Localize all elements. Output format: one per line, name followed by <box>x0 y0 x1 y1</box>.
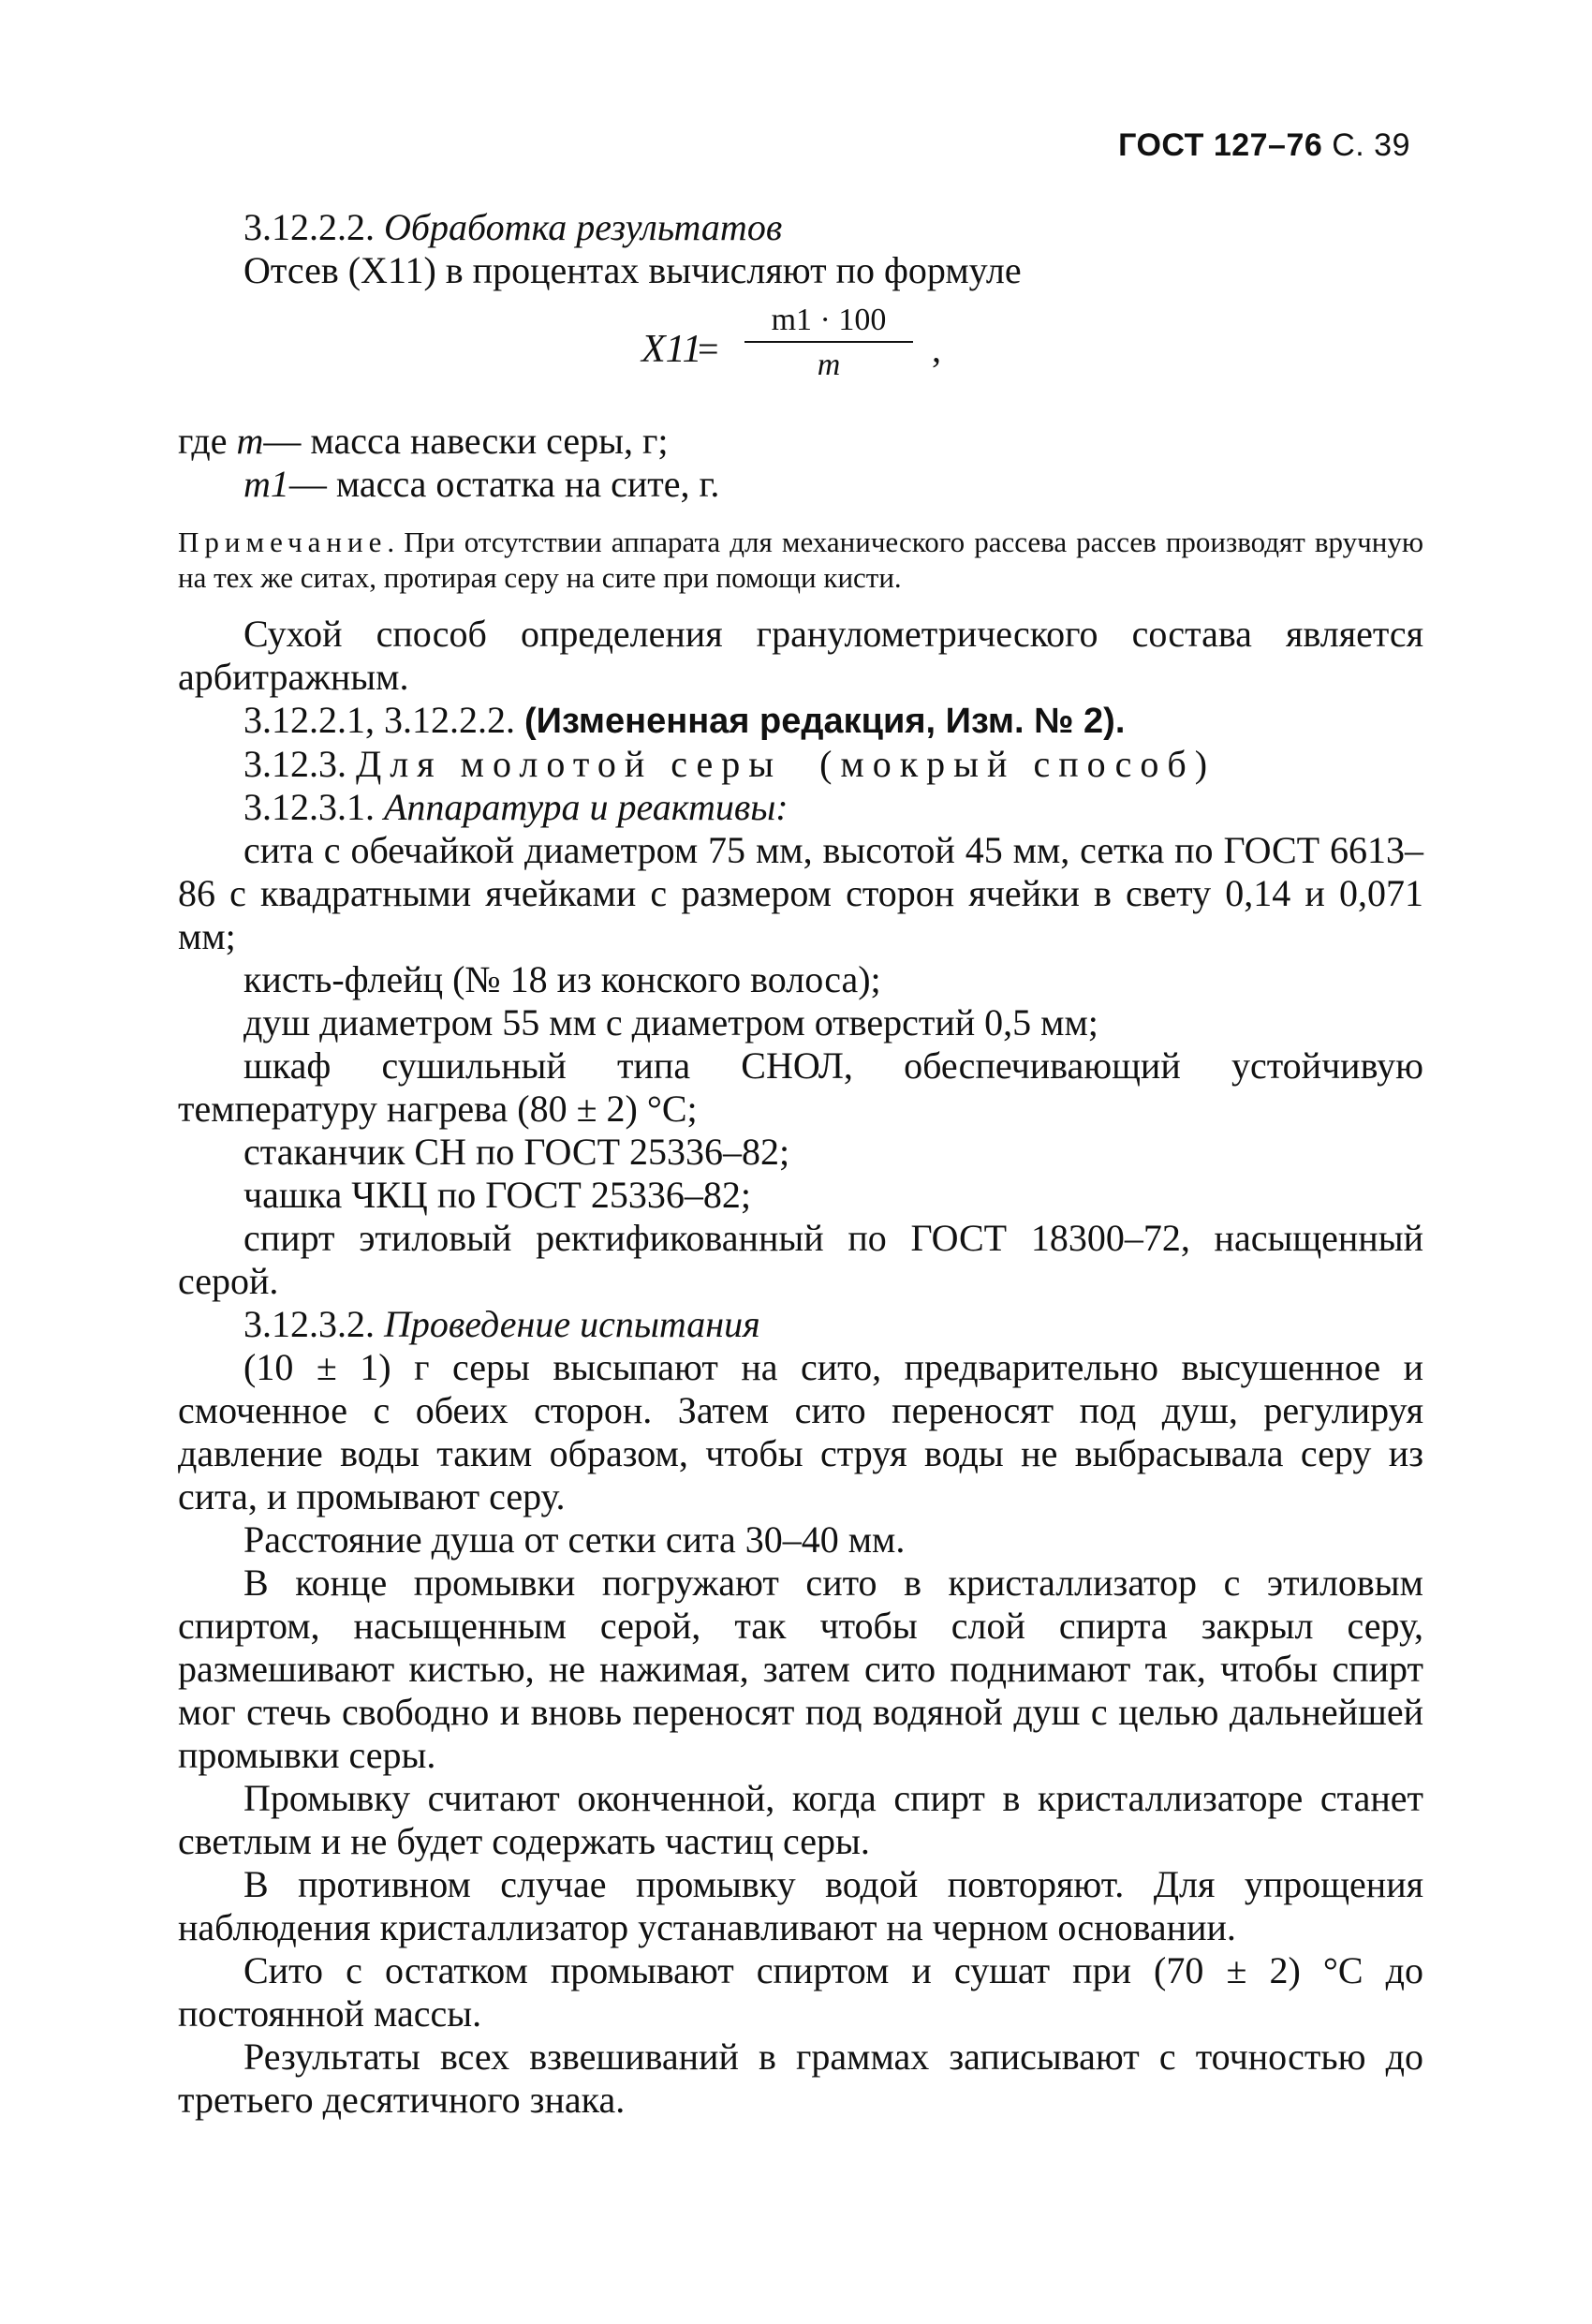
formula-numerator: m1 · 100 <box>771 303 887 337</box>
legend-symbol: m <box>236 420 264 462</box>
paragraph: Промывку считают оконченной, когда спирт в кристаллизаторе станет светлым и не будет содержать частиц серы. <box>178 1777 1423 1862</box>
formula-trail: , <box>932 328 941 370</box>
paragraph: Результаты всех взвешиваний в граммах записывают с точностью до третьего десятичного знака. <box>178 2035 1423 2121</box>
section-number: 3.12.3. <box>243 743 346 785</box>
section-title: Обработка результатов <box>384 206 783 248</box>
amendment-ref: 3.12.2.1, 3.12.2.2. <box>243 699 515 741</box>
section-subtitle: (мокрый способ) <box>819 743 1216 785</box>
list-item: чашка ЧКЦ по ГОСТ 25336–82; <box>243 1174 751 1216</box>
legend-row <box>178 463 1423 506</box>
legend-row <box>178 420 1423 463</box>
paragraph: Расстояние душа от сетки сита 30–40 мм. <box>243 1518 906 1561</box>
page-header <box>1118 127 1410 164</box>
list-item: кисть-флейц (№ 18 из конского волоса); <box>243 958 881 1000</box>
legend-symbol: m1 <box>243 463 289 505</box>
paragraph: В противном случае промывку водой повторяют. Для упрощения наблюдения кристаллизатор устанавливают на черном основании. <box>178 1863 1423 1948</box>
formula <box>178 302 1423 405</box>
section-number: 3.12.2.2. <box>243 206 375 248</box>
section-number: 3.12.3.2. <box>243 1303 375 1345</box>
section-title: Проведение испытания <box>384 1303 760 1345</box>
note-text: . При отсутствии аппарата для механического рассева рассев производят вручную на тех же ситах, протирая серу на сите при помощи кисти. <box>178 525 1423 594</box>
paragraph: В конце промывки погружают сито в кристаллизатор с этиловым спиртом, насыщенным серой, так чтобы слой спирта закрыл серу, размешивают кистью, не нажимая, затем сито поднимают так, чтобы спирт мог стечь свободно и вновь переносят под водяной душ с целью дальнейшей промывки серы. <box>178 1562 1423 1776</box>
legend-prefix: где <box>178 420 228 462</box>
document-body <box>178 206 1423 2122</box>
section-title: Аппаратура и реактивы: <box>384 786 789 828</box>
list-item: стаканчик СН по ГОСТ 25336–82; <box>243 1131 790 1173</box>
note-label: Примечание <box>178 525 388 558</box>
section-title: Для молотой серы <box>356 743 783 785</box>
section-heading-3-12-3-1 <box>178 786 1423 829</box>
note <box>178 525 1423 596</box>
section-heading-3-12-3-2 <box>178 1303 1423 1346</box>
amendment-line <box>178 699 1423 743</box>
formula-denominator: m <box>817 348 841 382</box>
section-heading-3-12-3 <box>178 743 1423 786</box>
formula-lhs: X11 <box>641 328 702 371</box>
amendment-bold: (Измененная редакция, Изм. № 2). <box>524 702 1126 741</box>
section-heading-3-12-2-2 <box>178 206 1423 249</box>
paragraph: Сито с остатком промывают спиртом и сушат при (70 ± 2) °С до постоянной массы. <box>178 1949 1423 2035</box>
formula-equals: = <box>698 328 719 370</box>
list-item: шкаф сушильный типа СНОЛ, обеспечивающий устойчивую температуру нагрева (80 ± 2) °С; <box>178 1044 1423 1130</box>
section-number: 3.12.3.1. <box>243 786 375 828</box>
formula-fraction <box>744 302 913 384</box>
standard-number: ГОСТ 127–76 <box>1118 127 1323 163</box>
formula-intro: Отсев (X11) в процентах вычисляют по формуле <box>243 249 1022 291</box>
list-item: сита с обечайкой диаметром 75 мм, высотой 45 мм, сетка по ГОСТ 6613–86 с квадратными ячейками с размером сторон ячейки в свету 0,14 и 0,071 мм; <box>178 829 1423 957</box>
list-item: душ диаметром 55 мм с диаметром отверстий 0,5 мм; <box>243 1001 1098 1044</box>
list-item: спирт этиловый ректификованный по ГОСТ 18300–72, насыщенный серой. <box>178 1217 1423 1302</box>
formula-legend <box>178 420 1423 506</box>
fraction-bar <box>744 341 913 343</box>
paragraph: (10 ± 1) г серы высыпают на сито, предварительно высушенное и смоченное с обеих сторон. Затем сито переносят под душ, регулируя давление воды таким образом, чтобы струя воды не выбрасывала серу из сита, и промывают серу. <box>178 1346 1423 1517</box>
legend-text: — масса остатка на сите, г. <box>288 463 720 505</box>
paragraph: Сухой способ определения гранулометрического состава является арбитражным. <box>178 613 1423 698</box>
page-number: С. 39 <box>1332 127 1410 163</box>
legend-text: — масса навески серы, г; <box>263 420 669 462</box>
